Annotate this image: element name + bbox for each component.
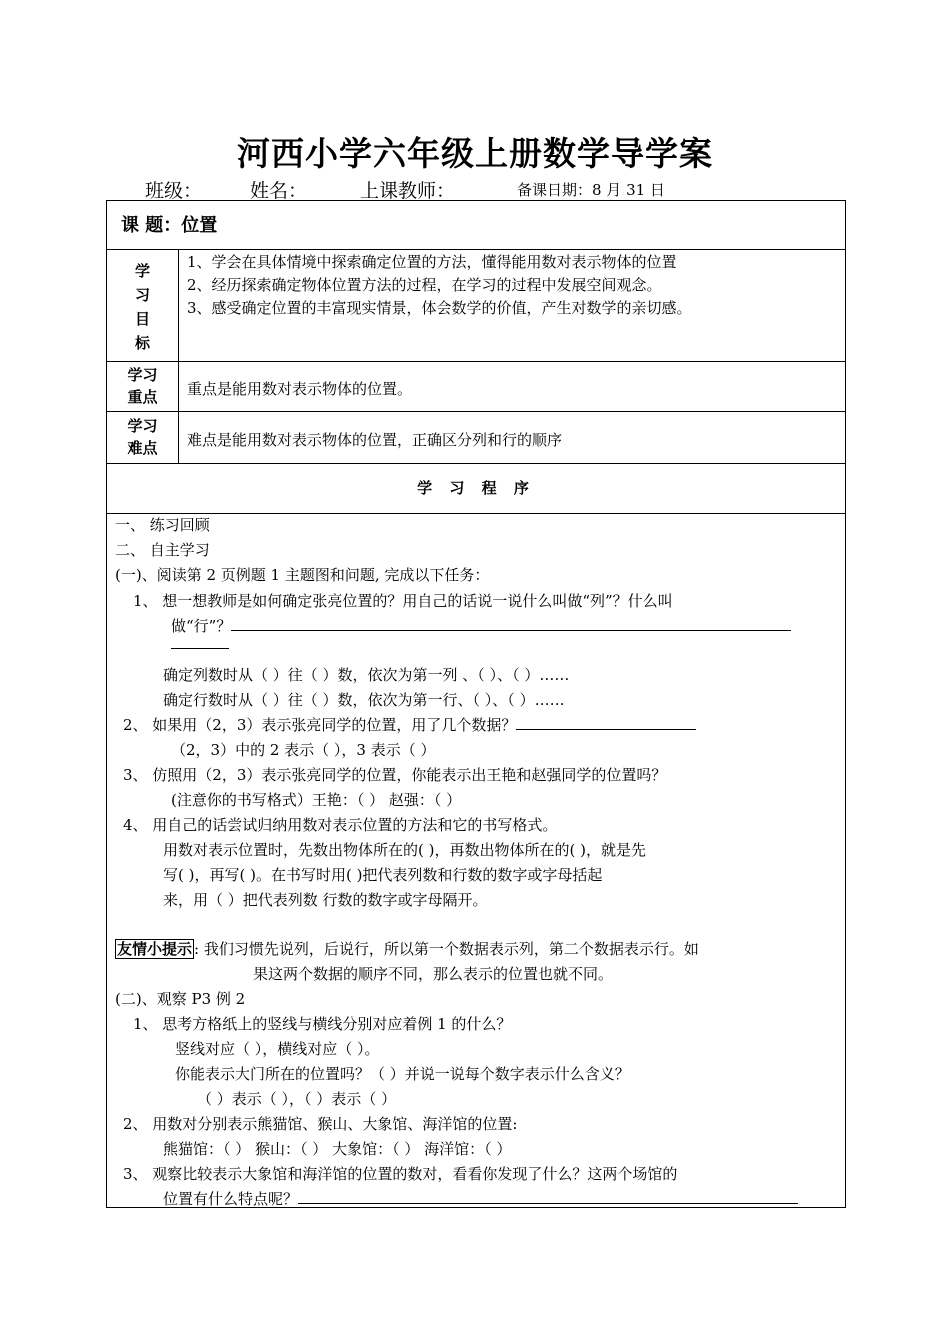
- row-divider: [107, 513, 845, 514]
- label-line: 学习: [127, 366, 158, 384]
- part-one-heading: (一)、阅读第 2 页例题 1 主题图和问题, 完成以下任务：: [115, 566, 490, 584]
- tip-label: 友情小提示: [117, 940, 193, 958]
- difficulty-label: [107, 415, 178, 459]
- label-char: 目: [134, 310, 150, 328]
- prep-date: 备课日期：8 月 31 日: [517, 181, 665, 199]
- observe-question-3: 3、 观察比较表示大象馆和海洋馆的位置的数对，看看你发现了什么？这两个场馆的: [123, 1165, 678, 1183]
- difficulty-text: 难点是能用数对表示物体的位置，正确区分列和行的顺序: [187, 431, 563, 449]
- question-4-line-1: 用数对表示位置时，先数出物体所在的( )，再数出物体所在的( )，就是先: [163, 841, 646, 859]
- observe-question-1-blanks: 竖线对应（ ），横线对应（ ）。: [175, 1040, 380, 1058]
- question-3-blanks: (注意你的书写格式）王艳：（ ） 赵强：（ ）: [171, 791, 462, 809]
- objective-item: 2、经历探索确定物体位置方法的过程，在学习的过程中发展空间观念。: [187, 276, 662, 294]
- question-2-blanks: （2，3）中的 2 表示（ ），3 表示（ ）: [171, 741, 436, 759]
- objectives-list: [187, 251, 692, 320]
- question-3: 3、 仿照用（2，3）表示张亮同学的位置，你能表示出王艳和赵强同学的位置吗？: [123, 766, 667, 784]
- tip-text-cont: 果这两个数据的顺序不同，那么表示的位置也就不同。: [253, 965, 614, 983]
- label-line: 学习: [127, 417, 158, 435]
- question-text: 做“行”？: [171, 617, 232, 635]
- tip-text: : 我们习惯先说列，后说行，所以第一个数据表示列，第二个数据表示行。如: [194, 940, 699, 958]
- label-line: 重点: [127, 388, 158, 406]
- gate-meaning-blanks: （ ）表示（ ），（ ）表示（ ）: [197, 1090, 397, 1108]
- procedure-title: 学 习 程 序: [417, 479, 535, 497]
- row-divider: [107, 249, 845, 250]
- question-1: 1、 想一想教师是如何确定张亮位置的？用自己的话说一说什么叫做“列”？什么叫: [133, 592, 673, 610]
- section-self-study: 二、 自主学习: [115, 541, 210, 559]
- question-4-line-2: 写( )，再写( )。在书写时用( )把代表列数和行数的数字或字母括起: [163, 866, 603, 884]
- objective-item: 3、感受确定位置的丰富现实情景，体会数学的价值，产生对数学的亲切感。: [187, 299, 692, 317]
- document-title: 河西小学六年级上册数学导学案: [237, 134, 713, 173]
- gate-position-question: 你能表示大门所在的位置吗？（ ）并说一说每个数字表示什么含义？: [175, 1065, 630, 1083]
- question-text: 2、 如果用（2，3）表示张亮同学的位置，用了几个数据？: [123, 716, 517, 734]
- label-char: 学: [134, 262, 150, 280]
- answer-line[interactable]: [516, 715, 696, 730]
- observe-question-3-cont: [163, 1188, 798, 1209]
- part-two-heading: (二)、观察 P3 例 2: [115, 990, 246, 1008]
- question-1-cont: [171, 615, 791, 636]
- column-divider: [178, 249, 179, 463]
- objectives-label: [107, 259, 178, 355]
- observe-question-2: 2、 用数对分别表示熊猫馆、猴山、大象馆、海洋馆的位置:: [123, 1115, 518, 1133]
- friendly-tip: [115, 938, 699, 959]
- lesson-topic: 课 题：位置: [121, 215, 218, 236]
- objective-item: 1、学会在具体情境中探索确定位置的方法，懂得能用数对表示物体的位置: [187, 253, 677, 271]
- venue-position-blanks: 熊猫馆：（ ） 猴山：（ ） 大象馆：（ ） 海洋馆：（ ）: [163, 1140, 512, 1158]
- answer-line[interactable]: [231, 616, 791, 631]
- column-order-blank: 确定列数时从（ ）往（ ）数，依次为第一列 、（ ）、（ ）……: [163, 666, 570, 684]
- answer-line[interactable]: [298, 1189, 798, 1204]
- info-line: [0, 176, 950, 202]
- key-point-label: [107, 364, 178, 408]
- section-review: 一、 练习回顾: [115, 516, 210, 534]
- row-divider: [107, 361, 845, 362]
- answer-line-short[interactable]: [171, 634, 229, 653]
- name-label: 姓名：: [250, 180, 308, 202]
- teacher-label: 上课教师：: [360, 180, 456, 202]
- class-label: 班级：: [145, 180, 203, 202]
- label-line: 难点: [127, 439, 158, 457]
- label-char: 标: [134, 334, 150, 352]
- question-4: 4、 用自己的话尝试归纳用数对表示位置的方法和它的书写格式。: [123, 816, 558, 834]
- question-4-line-3: 来，用（ ）把代表列数 行数的数字或字母隔开。: [163, 891, 488, 909]
- label-char: 习: [134, 286, 150, 304]
- observe-question-1: 1、 思考方格纸上的竖线与横线分别对应着例 1 的什么？: [133, 1015, 512, 1033]
- question-text: 位置有什么特点呢？: [163, 1190, 299, 1208]
- lesson-table: [106, 200, 846, 1208]
- question-2: [123, 714, 696, 735]
- key-point-text: 重点是能用数对表示物体的位置。: [187, 380, 413, 398]
- row-divider: [107, 411, 845, 412]
- row-divider: [107, 463, 845, 464]
- row-order-blank: 确定行数时从（ ）往（ ）数，依次为第一行、（ ）、（ ）……: [163, 691, 565, 709]
